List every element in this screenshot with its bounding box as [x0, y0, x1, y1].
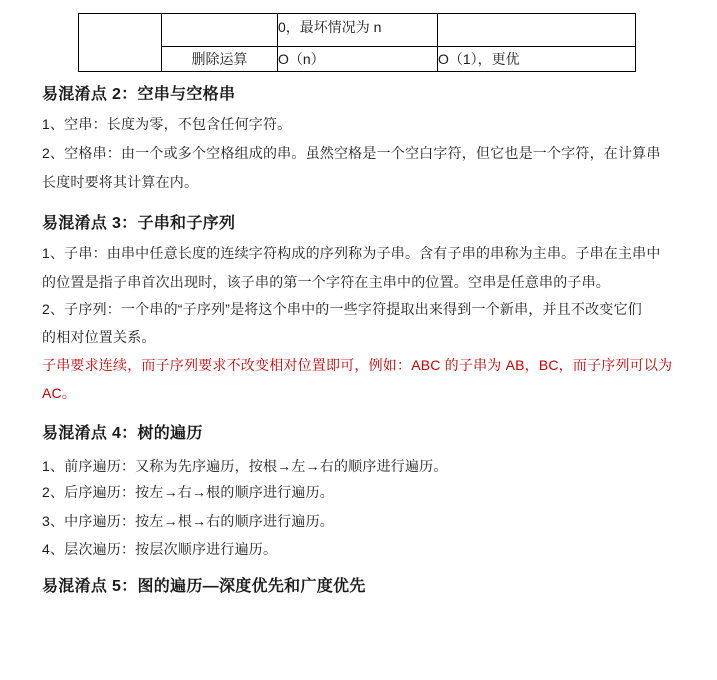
section-heading-5: 易混淆点 5：图的遍历—深度优先和广度优先: [42, 578, 366, 595]
text-line: 的相对位置关系。: [42, 329, 156, 345]
emphasis-note-line: 子串要求连续，而子序列要求不改变相对位置即可，例如：ABC 的子串为 AB，BC，而子序列可以为: [42, 357, 673, 373]
table-cell-operation-empty: [162, 14, 278, 47]
list-item: 2、子序列：一个串的“子序列”是将这个串中的一些字符提取出来得到一个新串，并且不改变它们: [42, 301, 642, 317]
section-heading-2: 易混淆点 2：空串与空格串: [42, 86, 236, 103]
list-item: 2、空格串：由一个或多个空格组成的串。虽然空格是一个空白字符，但它也是一个字符，在计算串: [42, 145, 661, 161]
table-row: [79, 14, 636, 47]
table-cell-merged-first-column: [79, 14, 162, 72]
emphasis-note-line: AC。: [42, 385, 77, 401]
list-item: 1、前序遍历：又称为先序遍历，按根→左→右的顺序进行遍历。: [42, 458, 448, 474]
list-item: 1、空串：长度为零，不包含任何字符。: [42, 116, 292, 132]
text-line: 的位置是指子串首次出现时，该子串的第一个字符在主串中的位置。空串是任意串的子串。: [42, 274, 610, 290]
section-heading-4: 易混淆点 4：树的遍历: [42, 425, 203, 442]
table-cell-complexity-o1: O（1），更优: [438, 47, 636, 72]
table-cell-complexity-on: O（n）: [278, 47, 438, 72]
list-item: 4、层次遍历：按层次顺序进行遍历。: [42, 541, 278, 557]
table-row: [79, 47, 636, 72]
table-cell-complexity-continued: 0，最坏情况为 n: [278, 14, 438, 47]
comparison-table-fragment: [78, 13, 636, 72]
text-line: 长度时要将其计算在内。: [42, 174, 199, 190]
list-item: 1、子串：由串中任意长度的连续字符构成的序列称为子串。含有子串的串称为主串。子串在主串中: [42, 245, 661, 261]
list-item: 3、中序遍历：按左→根→右的顺序进行遍历。: [42, 513, 334, 529]
section-heading-3: 易混淆点 3：子串和子序列: [42, 215, 236, 232]
table-cell-empty: [438, 14, 636, 47]
table-cell-delete-operation: 删除运算: [162, 47, 278, 72]
list-item: 2、后序遍历：按左→右→根的顺序进行遍历。: [42, 484, 334, 500]
